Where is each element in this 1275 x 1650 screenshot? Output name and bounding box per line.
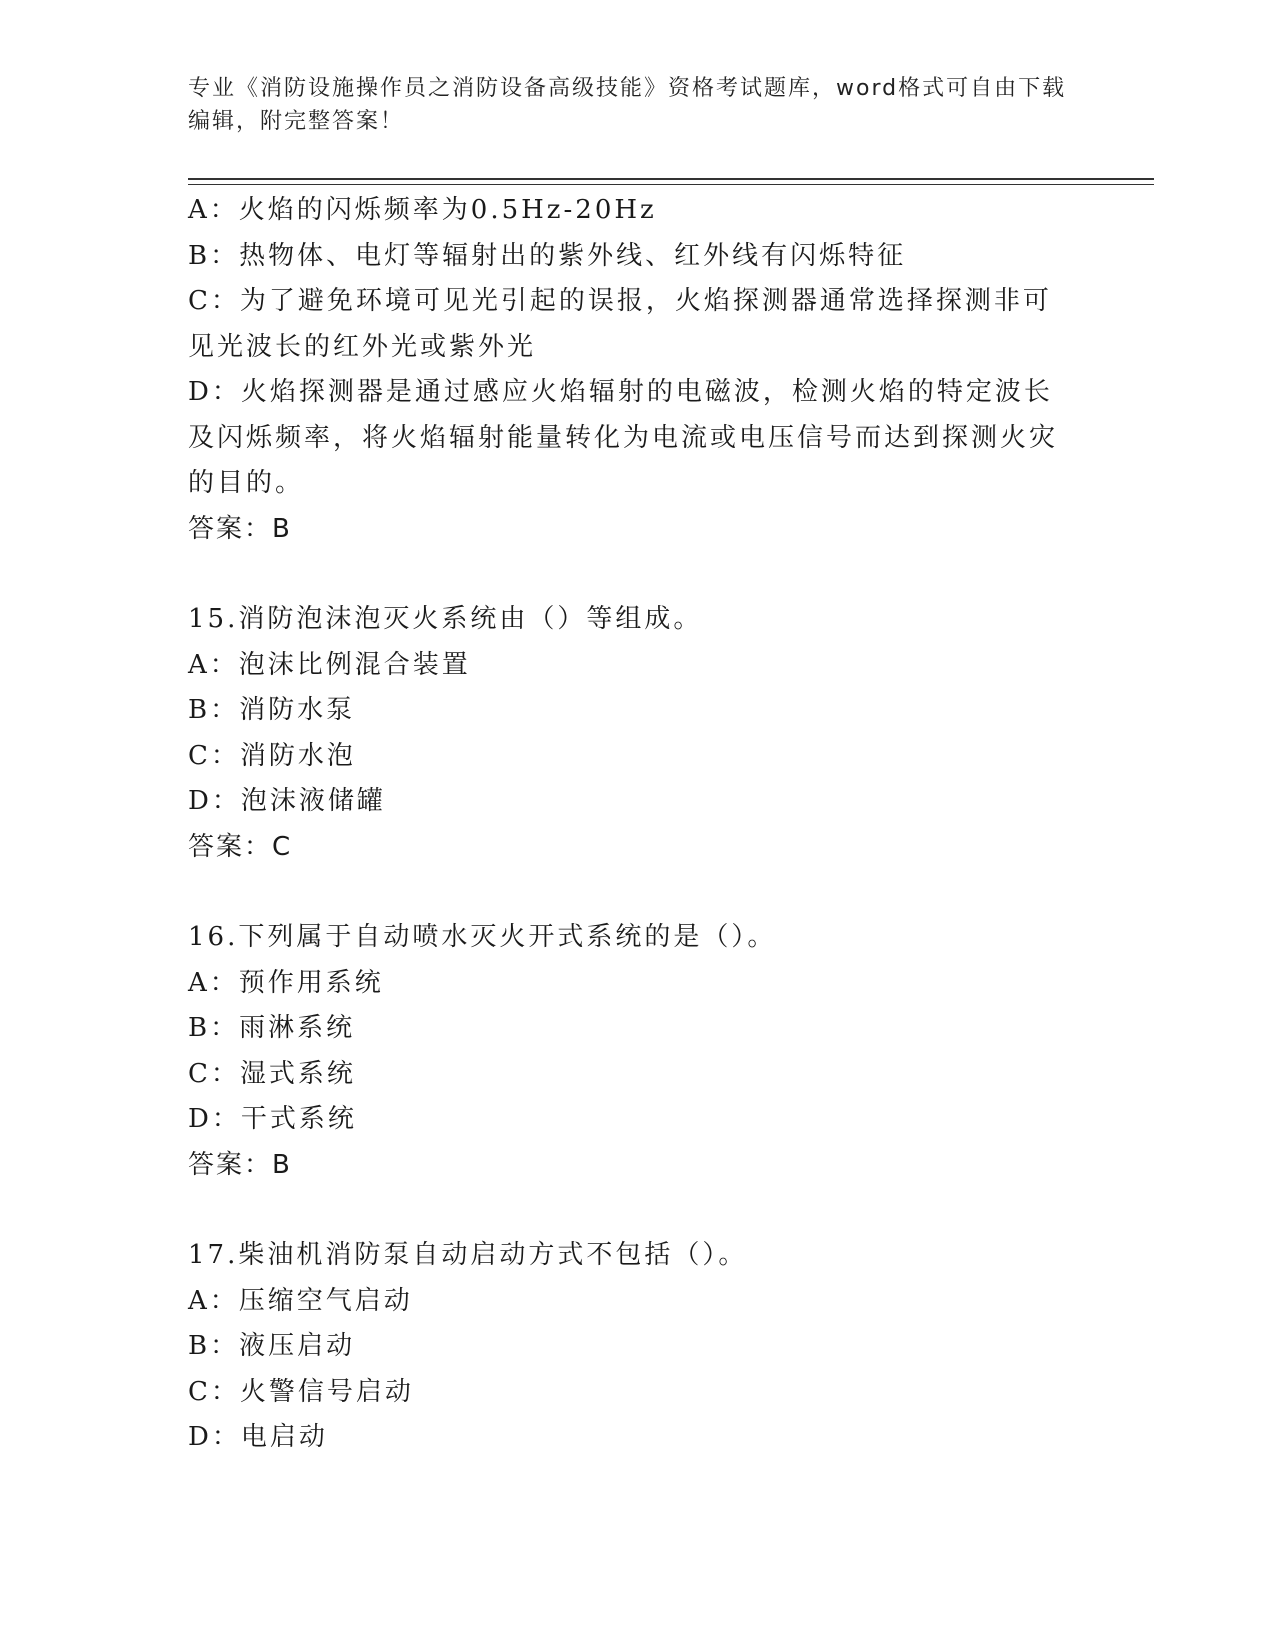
option-d: D：电启动 [188, 1422, 328, 1452]
question-16-block [188, 915, 1078, 1188]
question-17-block [188, 1233, 1078, 1461]
question-15-block [188, 597, 1078, 870]
header-divider [188, 178, 1154, 185]
option-b: B：消防水泵 [188, 695, 356, 725]
option-b: B：热物体、电灯等辐射出的紫外线、红外线有闪烁特征 [188, 240, 907, 271]
option-c: C：消防水泡 [188, 740, 356, 771]
option-d: D：干式系统 [188, 1104, 357, 1134]
answer: 答案：B [188, 513, 292, 544]
answer: 答案：B [188, 1149, 292, 1180]
question-text: 17.柴油机消防泵自动启动方式不包括（）。 [188, 1240, 748, 1270]
question-content [188, 188, 1078, 1461]
option-c: C：火警信号启动 [188, 1376, 414, 1407]
option-b: B：液压启动 [188, 1331, 356, 1361]
option-d: D：火焰探测器是通过感应火焰辐射的电磁波，检测火焰的特定波长及闪烁频率，将火焰辐射能量转化为电流或电压信号而达到探测火灾的目的。 [188, 377, 1059, 498]
option-a: A：预作用系统 [188, 967, 384, 998]
question-14-block [188, 188, 1078, 552]
option-b: B：雨淋系统 [188, 1013, 356, 1043]
option-c: C：为了避免环境可见光引起的误报，火焰探测器通常选择探测非可见光波长的红外光或紫外光 [188, 286, 1052, 362]
option-a: A：火焰的闪烁频率为0.5Hz-20Hz [188, 195, 657, 225]
answer: 答案：C [188, 831, 293, 862]
question-text: 15.消防泡沫泡灭火系统由（）等组成。 [188, 604, 703, 634]
option-d: D：泡沫液储罐 [188, 786, 386, 816]
option-a: A：泡沫比例混合装置 [188, 649, 471, 680]
option-a: A：压缩空气启动 [188, 1285, 413, 1316]
question-text: 16.下列属于自动喷水灭火开式系统的是（）。 [188, 922, 777, 952]
option-c: C：湿式系统 [188, 1058, 356, 1089]
document-header: 专业《消防设施操作员之消防设备高级技能》资格考试题库，word格式可自由下载编辑，附完整答案！ [188, 76, 1067, 134]
